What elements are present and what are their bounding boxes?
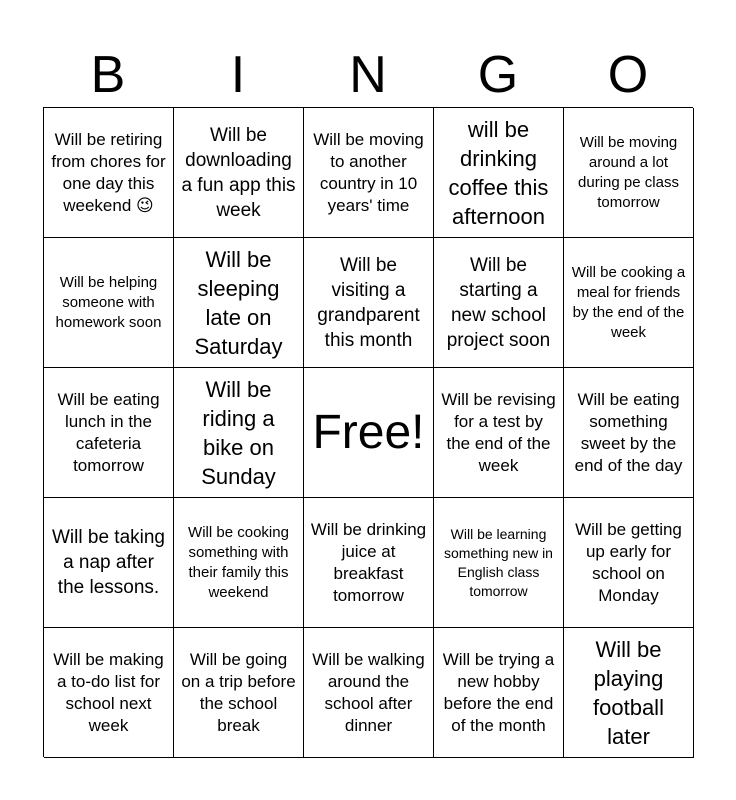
cell-text: Will be visiting a grandparent this month [317,254,420,351]
cell-text: Will be walking around the school after dinner [312,649,425,735]
bingo-cell-r4c4[interactable] [434,498,564,628]
cell-text: Will be drinking juice at breakfast tomorrow [310,519,427,605]
bingo-board [43,107,693,757]
bingo-cell-r4c2[interactable] [174,498,304,628]
bingo-cell-r4c3[interactable] [304,498,434,628]
bingo-cell-free[interactable] [304,368,434,498]
bingo-cell-r5c1[interactable] [44,628,174,758]
bingo-cell-r3c4[interactable] [434,368,564,498]
cell-text: Will be taking a nap after the lessons. [52,527,165,598]
bingo-header [43,42,693,108]
header-letter-i: I [230,46,246,104]
header-letter-o: O [607,46,649,104]
cell-text: Will be retiring from chores for one day this weekend 😉 [51,129,166,215]
bingo-cell-r1c3[interactable] [304,108,434,238]
bingo-cell-r1c4[interactable] [434,108,564,238]
bingo-cell-r5c5[interactable] [564,628,694,758]
cell-text: Will be moving to another country in 10 years' time [313,129,424,215]
cell-text: Will be revising for a test by the end of the week [441,389,556,475]
cell-text: Will be going on a trip before the school break [181,649,296,735]
cell-text: Will be helping someone with homework soon [55,273,162,331]
bingo-cell-r2c3[interactable] [304,238,434,368]
cell-text: Will be downloading a fun app this week [181,124,296,221]
cell-text: Will be getting up early for school on Monday [575,519,682,605]
cell-text: Will be eating lunch in the cafeteria tomorrow [57,389,160,475]
cell-text: Free! [312,405,425,459]
cell-text: Will be starting a new school project soon [446,254,551,351]
cell-text: Will be making a to-do list for school next week [53,649,164,735]
bingo-cell-r3c2[interactable] [174,368,304,498]
bingo-cell-r5c4[interactable] [434,628,564,758]
cell-text: Will be learning something new in English class tomorrow [444,525,553,599]
cell-text: Will be playing football later [593,636,664,749]
cell-text: Will be cooking a meal for friends by the end of the week [571,263,686,341]
bingo-cell-r3c1[interactable] [44,368,174,498]
bingo-cell-r1c1[interactable] [44,108,174,238]
bingo-cell-r4c5[interactable] [564,498,694,628]
cell-text: Will be eating something sweet by the end of the day [574,389,683,475]
cell-text: Will be cooking something with their family this weekend [188,523,289,601]
header-letter-n: N [349,46,387,104]
cell-text: Will be trying a new hobby before the end of the month [442,649,555,735]
bingo-cell-r5c2[interactable] [174,628,304,758]
bingo-cell-r2c2[interactable] [174,238,304,368]
bingo-cell-r2c5[interactable] [564,238,694,368]
cell-text: Will be sleeping late on Saturday [194,246,283,359]
bingo-cell-r4c1[interactable] [44,498,174,628]
bingo-cell-r5c3[interactable] [304,628,434,758]
bingo-cell-r2c1[interactable] [44,238,174,368]
bingo-cell-r1c2[interactable] [174,108,304,238]
bingo-cell-r3c5[interactable] [564,368,694,498]
cell-text: Will be moving around a lot during pe class tomorrow [578,133,679,211]
cell-text: will be drinking coffee this afternoon [448,116,549,229]
cell-text: Will be riding a bike on Sunday [201,376,276,489]
bingo-cell-r1c5[interactable] [564,108,694,238]
header-letter-b: B [90,46,126,104]
header-letter-g: G [477,46,519,104]
bingo-cell-r2c4[interactable] [434,238,564,368]
